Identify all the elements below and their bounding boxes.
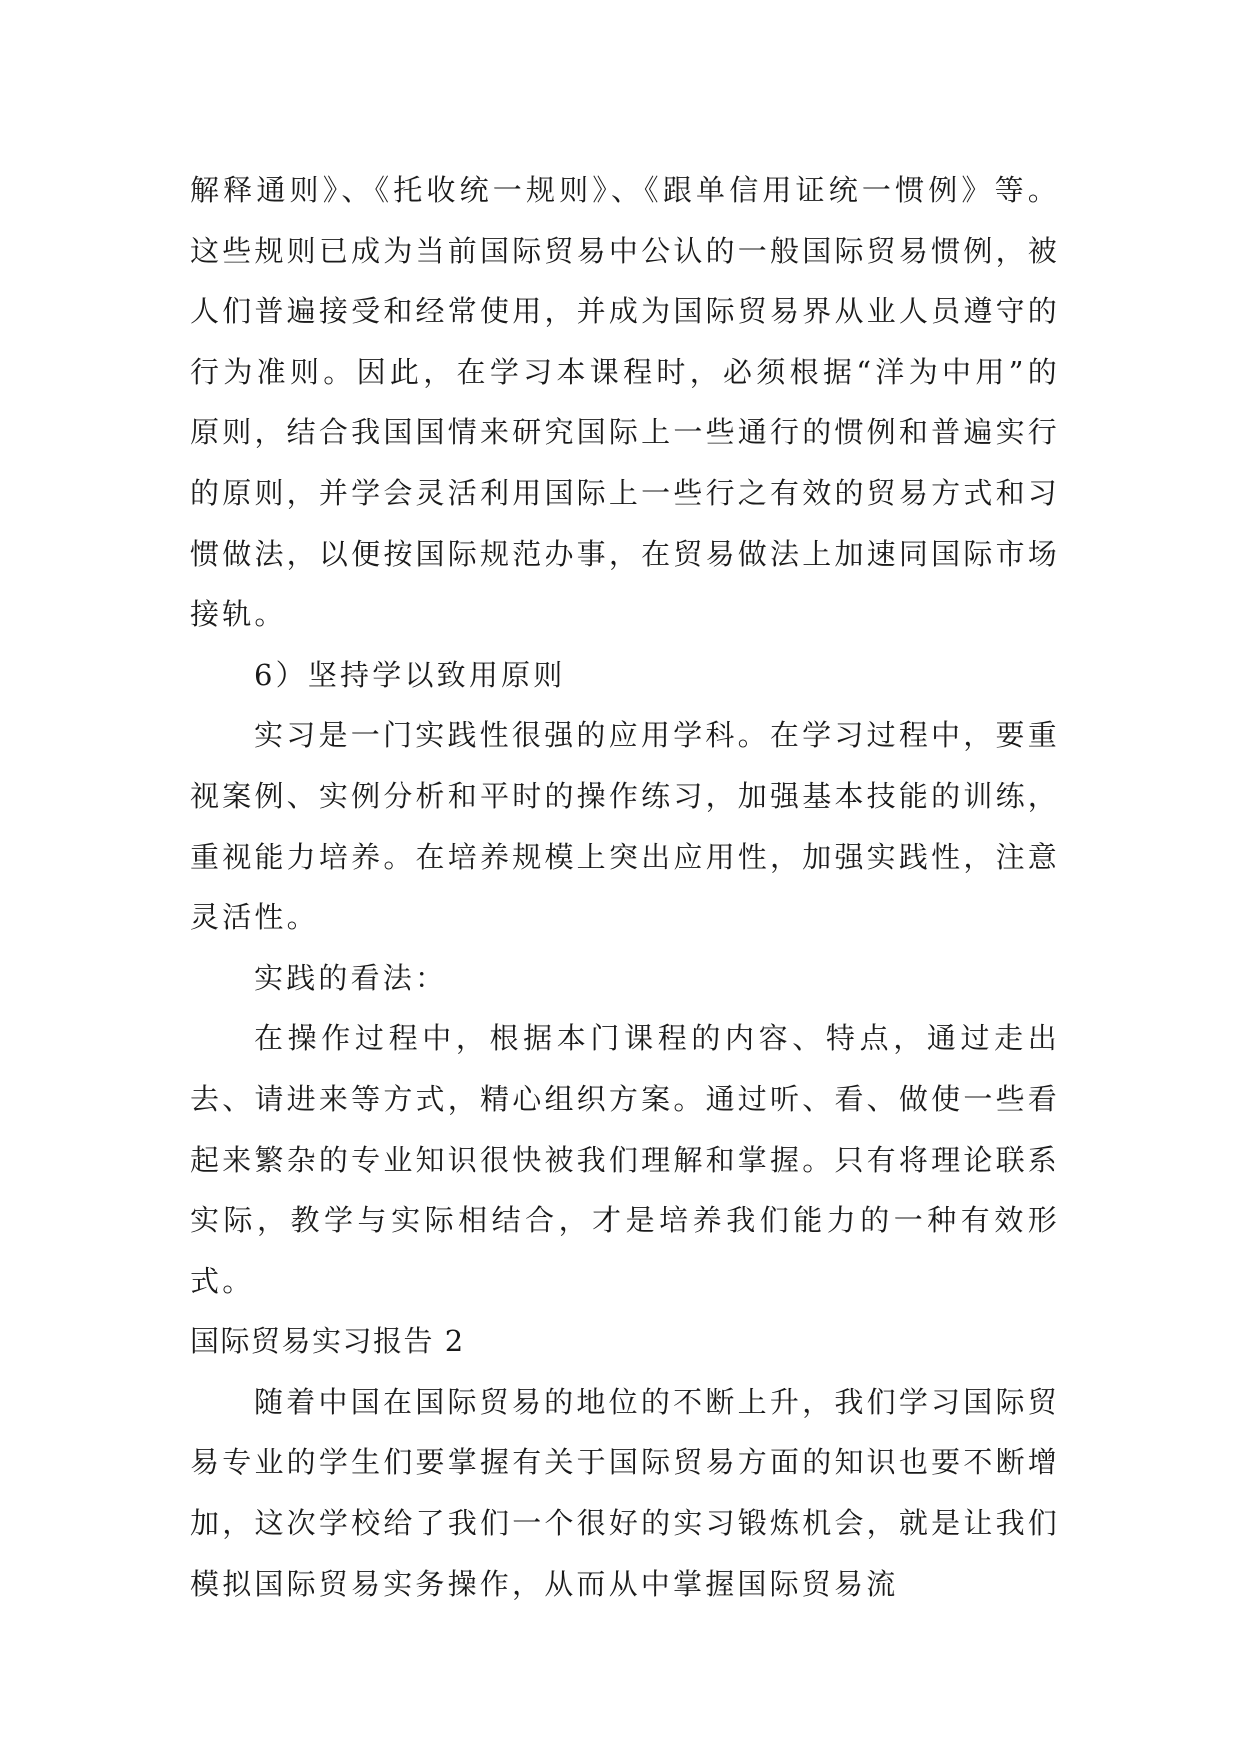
section-title-report-2: 国际贸易实习报告 2 [190,1324,465,1359]
document-body [190,160,1060,1614]
paragraph-principle-6-heading: 6）坚持学以致用原则 [254,657,566,692]
paragraph-operation-process: 在操作过程中，根据本门课程的内容、特点，通过走出去、请进来等方式，精心组织方案。通过听、看、做使一些看起来繁杂的专业知识很快被我们理解和掌握。只有将理论联系实际，教学与实际相结合，才是培养我们能力的一种有效形式。 [190,1021,1060,1298]
paragraph-practice-subject: 实习是一门实践性很强的应用学科。在学习过程中，要重视案例、实例分析和平时的操作练习，加强基本技能的训练，重视能力培养。在培养规模上突出应用性，加强实践性，注意灵活性。 [190,718,1060,935]
paragraph-trade-rules: 解释通则》、《托收统一规则》、《跟单信用证统一惯例》等。这些规则已成为当前国际贸易中公认的一般国际贸易惯例，被人们普遍接受和经常使用，并成为国际贸易界从业人员遵守的行为准则。因此，在学习本课程时，必须根据“洋为中用”的原则，结合我国国情来研究国际上一些通行的惯例和普遍实行的原则，并学会灵活利用国际上一些行之有效的贸易方式和习惯做法，以便按国际规范办事，在贸易做法上加速同国际市场接轨。 [190,173,1060,632]
paragraph-practice-views-label: 实践的看法： [254,960,448,995]
paragraph-report-2-intro: 随着中国在国际贸易的地位的不断上升，我们学习国际贸易专业的学生们要掌握有关于国际贸易方面的知识也要不断增加，这次学校给了我们一个很好的实习锻炼机会，就是让我们模拟国际贸易实务操作，从而从中掌握国际贸易流 [190,1384,1060,1601]
